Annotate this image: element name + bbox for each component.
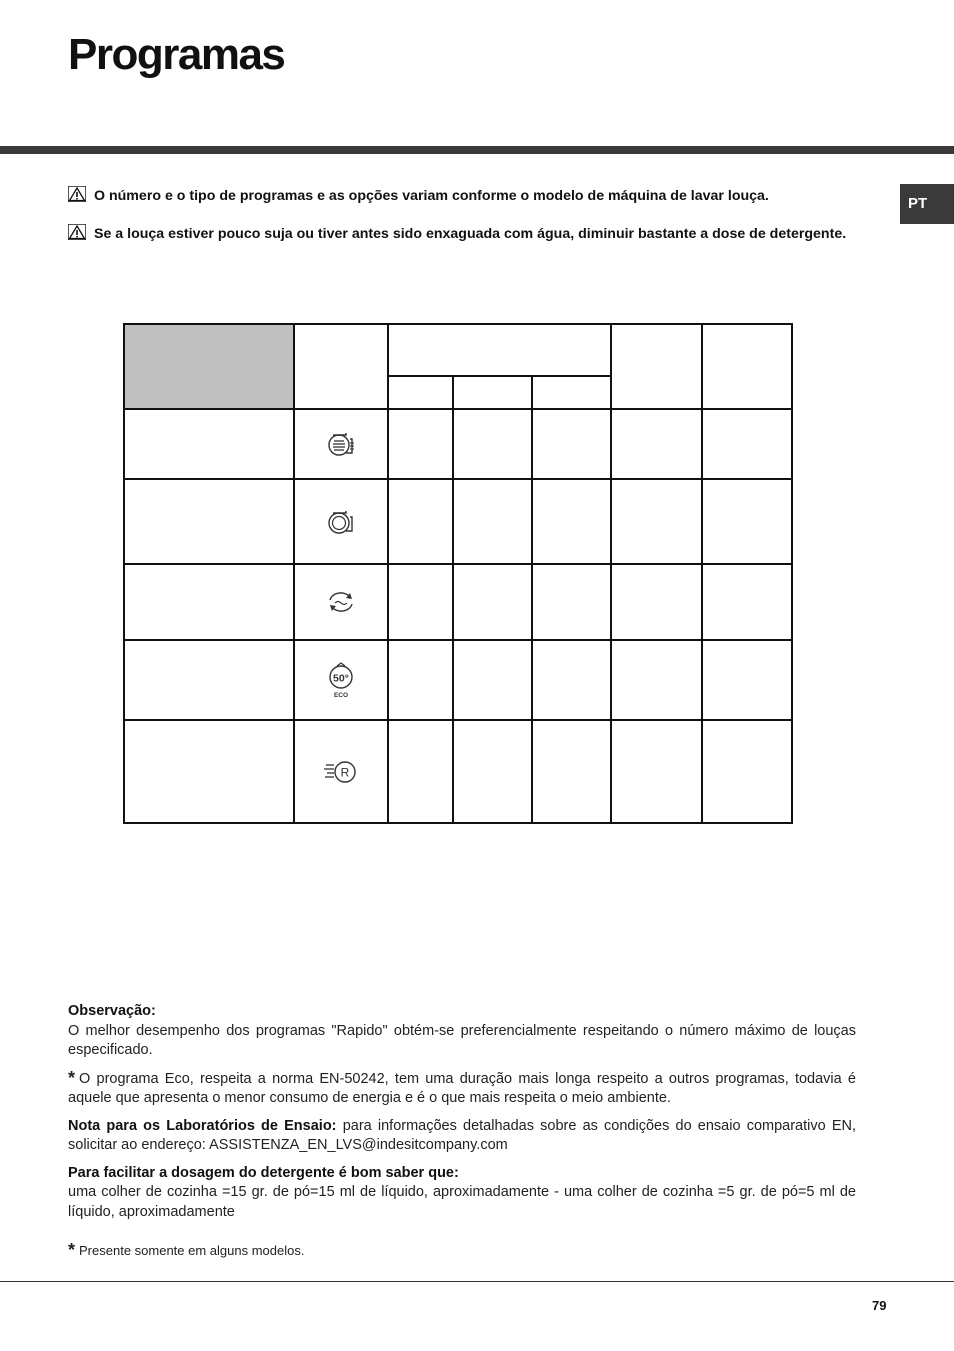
eco-label: ECO [333,692,349,699]
eco-note [68,1069,856,1109]
asterisk: * [68,1240,76,1260]
group-header-cell [388,324,611,376]
table-cell [388,720,453,823]
warning-note [68,224,850,244]
soak-program-icon [326,589,356,615]
table-cell [702,720,792,823]
table-cell [611,640,702,720]
table-cell [453,720,532,823]
table-cell [611,409,702,479]
notes-section [68,1002,856,1230]
table-cell [532,640,611,720]
program-icon-cell [294,640,388,720]
page-title: Programas [68,30,285,79]
table-cell [388,640,453,720]
eco-50-program-icon [327,661,355,699]
program-icon-cell [294,409,388,479]
warning-note [68,186,850,206]
footnote-text: Presente somente em alguns modelos. [79,1243,305,1258]
table-cell [702,564,792,640]
program-icon-cell [294,720,388,823]
lab-title: Nota para os Laboratórios de Ensaio: [68,1117,337,1134]
table-row [124,479,792,564]
warning-text: Se a louça estiver pouco suja ou tiver antes sido enxaguada com água, diminuir bastante a dose de detergente. [94,226,847,242]
subheader-cell [532,376,611,409]
table-cell [611,479,702,564]
program-name-cell [124,720,294,823]
page-number: 79 [872,1298,887,1313]
rapid-program-icon [324,759,358,785]
subheader-cell [453,376,532,409]
observation-title: Observação: [68,1003,156,1019]
rapid-letter: R [340,765,350,779]
program-name-cell [124,640,294,720]
table-cell [453,564,532,640]
observation-text: O melhor desempenho dos programas "Rapido" obtém-se preferencialmente respeitando o número máximo de louças especificado. [68,1022,856,1058]
symbol-header-cell [294,324,388,409]
intensive-program-icon [326,431,356,457]
language-tab: PT [900,184,954,224]
table-cell [532,479,611,564]
dosage-text: uma colher de cozinha =15 gr. de pó=15 ml de líquido, aproximadamente - uma colher de cozinha =5 gr. de pó=5 ml de líquido, aproximadamente [68,1184,856,1220]
program-header-cell [124,324,294,409]
table-cell [702,479,792,564]
eco-temp-label: 50° [333,672,349,685]
column-header-cell [611,324,702,409]
table-row [124,640,792,720]
program-icon-cell [294,564,388,640]
table-cell [388,409,453,479]
table-row [124,720,792,823]
footer-rule [0,1281,954,1282]
lab-text: para informações detalhadas sobre as condições do ensaio comparativo EN, solicitar ao endereço: ASSISTENZA_EN_LVS@indesitcompany.com [68,1117,857,1153]
column-header-cell [702,324,792,409]
program-name-cell [124,409,294,479]
asterisk: * [68,1067,76,1088]
table-cell [532,564,611,640]
table-row [124,564,792,640]
table-cell [453,640,532,720]
header-rule [0,146,954,154]
warning-triangle-icon [68,224,86,240]
table-cell [388,564,453,640]
table-cell [702,409,792,479]
table-header-row [124,324,792,376]
program-table [123,323,793,824]
table-cell [611,564,702,640]
dosage-title: Para facilitar a dosagem do detergente é bom saber que: [68,1164,459,1181]
observation-note [68,1002,856,1061]
table-row [124,409,792,479]
warning-triangle-icon [68,186,86,202]
program-name-cell [124,479,294,564]
table-cell [453,409,532,479]
program-icon-cell [294,479,388,564]
normal-program-icon [326,509,356,535]
footnote [68,1240,304,1261]
eco-text: O programa Eco, respeita a norma EN-50242, tem uma duração mais longa respeito a outros programas, todavia é aquele que apresenta o menor consumo de energia e é o que mais respeita o meio ambiente. [68,1070,856,1106]
table-cell [611,720,702,823]
warning-text: O número e o tipo de programas e as opções variam conforme o modelo de máquina de lavar louça. [94,188,769,204]
table-cell [453,479,532,564]
program-name-cell [124,564,294,640]
subheader-cell [388,376,453,409]
table-cell [702,640,792,720]
table-cell [532,409,611,479]
lab-note [68,1117,856,1156]
table-cell [532,720,611,823]
table-cell [388,479,453,564]
dosage-note [68,1164,856,1223]
